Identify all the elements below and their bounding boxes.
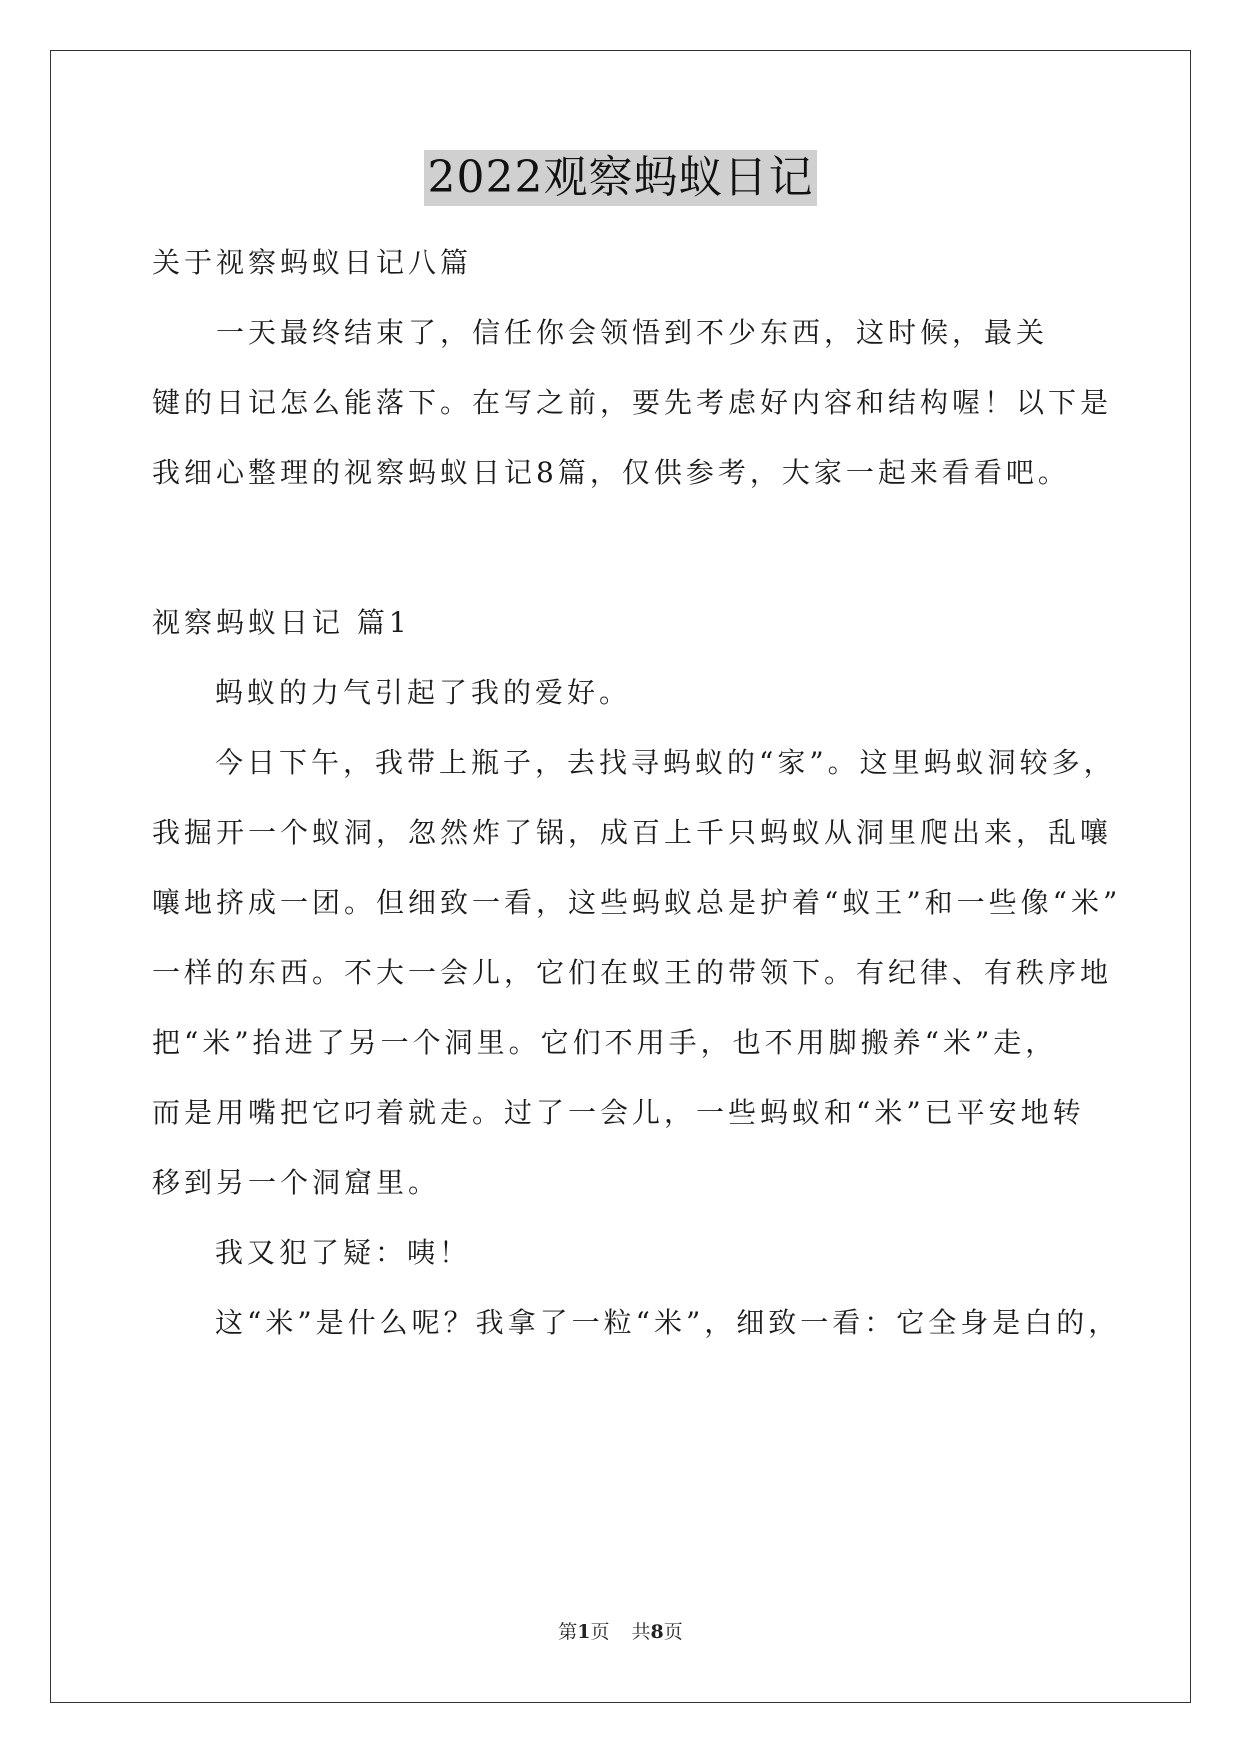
page-footer [0,1619,1241,1645]
body-line-6: 把“米”抬进了另一个洞里。它们不用手，也不用脚搬养“米”走， [152,1026,1058,1059]
total-pages: 8 [650,1621,664,1643]
total-prefix: 共 [631,1621,651,1643]
body-line-3: 我掘开一个蚁洞，忽然炸了锅，成百上千只蚂蚁从洞里爬出来，乱嚷 [152,816,1113,849]
total-suffix: 页 [663,1621,683,1643]
section-heading: 视察蚂蚁日记 篇1 [152,606,411,639]
title-container [0,150,1241,206]
body-line-8: 移到另一个洞窟里。 [152,1166,441,1199]
page-suffix: 页 [590,1621,610,1643]
intro-line-1: 一天最终结束了，信任你会领悟到不少东西，这时候，最关 [152,316,1049,349]
body-line-2: 今日下午，我带上瓶子，去找寻蚂蚁的“家”。这里蚂蚁洞较多， [215,746,1116,779]
body-line-5: 一样的东西。不大一会儿，它们在蚁王的带领下。有纪律、有秩序地 [152,956,1113,989]
body-line-10: 这“米”是什么呢？我拿了一粒“米”，细致一看：它全身是白的， [215,1306,1121,1339]
page-prefix: 第 [558,1621,578,1643]
body-line-1: 蚂蚁的力气引起了我的爱好。 [215,676,632,709]
intro-line-2: 键的日记怎么能落下。在写之前，要先考虑好内容和结构喔！以下是 [152,386,1113,419]
document-title: 2022观察蚂蚁日记 [424,150,818,206]
body-line-4: 嚷地挤成一团。但细致一看，这些蚂蚁总是护着“蚁王”和一些像“米” [152,886,1122,919]
intro-line-3: 我细心整理的视察蚂蚁日记8篇，仅供参考，大家一起来看看吧。 [152,456,1070,489]
body-line-9: 我又犯了疑：咦！ [215,1236,472,1269]
page-number: 1 [577,1621,591,1643]
page-border [50,50,1191,1703]
body-line-7: 而是用嘴把它叼着就走。过了一会儿，一些蚂蚁和“米”已平安地转 [152,1096,1085,1129]
document-subtitle: 关于视察蚂蚁日记八篇 [152,246,473,279]
